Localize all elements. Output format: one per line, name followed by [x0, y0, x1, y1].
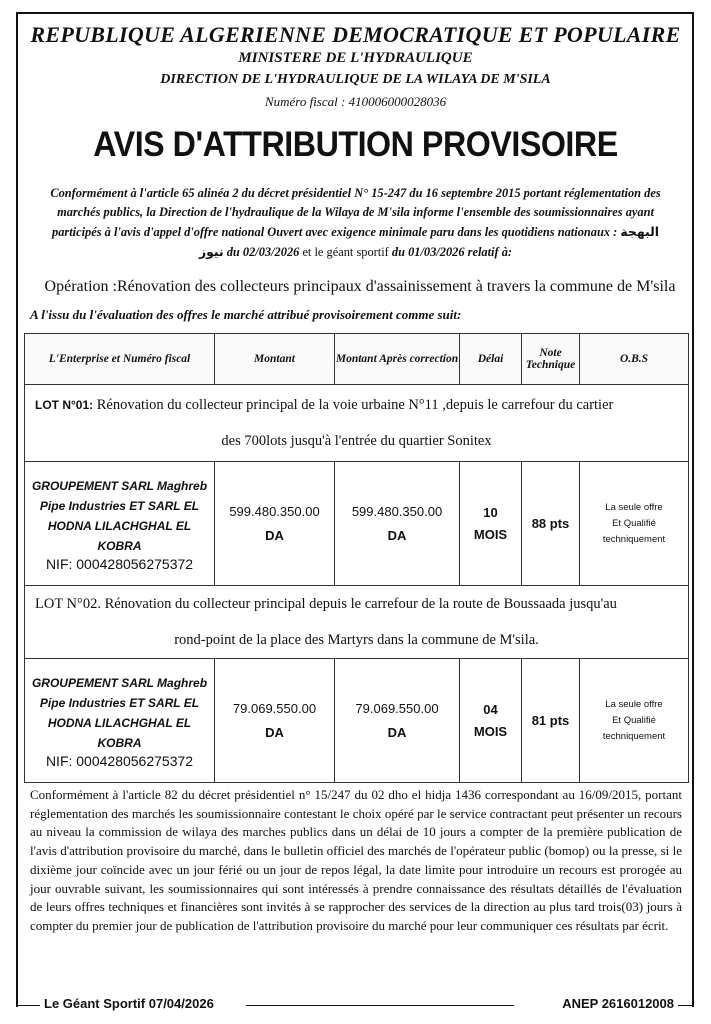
intro-paragraph [40, 184, 671, 262]
republic-heading: REPUBLIQUE ALGERIENNE DEMOCRATIQUE ET POPULAIRE [30, 22, 681, 47]
lot-label: LOT N°01: [35, 398, 94, 412]
intro-newspaper2: et le géant sportif [302, 245, 389, 259]
delai-cell [460, 462, 522, 586]
montant-corrige-value: 79.069.550.00 [355, 700, 439, 716]
note-cell: 88 pts [522, 462, 580, 586]
company-nif: NIF: 000428056275372 [45, 752, 194, 769]
table-row [25, 462, 689, 586]
delai-cell [460, 659, 522, 783]
obs-line2: Et Qualifié [612, 714, 656, 726]
company-nif: NIF: 000428056275372 [45, 555, 194, 572]
footer-rule-middle [246, 1005, 514, 1006]
lot-label: LOT N°02. [35, 596, 101, 612]
obs-line3: techniquement [602, 533, 666, 545]
delai-value: 10 [483, 504, 498, 520]
intro-text: Conformément à l'article 65 alinéa 2 du décret présidentiel N° 15-247 du 16 septembre 2015 portant réglementation des marchés publics, la Direction de l'hydraulique de la Wilaya de M'sila informe l'ensemble des soumissionnaires ayant participés à l'avis d'appel d'offre national Ouvert avec exigence minimale paru dans les quotidiens nationaux : [50, 186, 661, 239]
company-cell [25, 462, 215, 586]
montant-value: 79.069.550.00 [232, 700, 317, 716]
anep-reference: ANEP 2616012008 [562, 996, 674, 1011]
table-header-row [25, 334, 689, 385]
company-name: GROUPEMENT SARL Maghreb Pipe Industries ET SARL EL HODNA LILACHGHAL EL KOBRA [31, 675, 208, 750]
intro-date1: du 02/03/2026 [223, 245, 303, 259]
arabic-newspaper-name: البهجة نيوز [198, 224, 659, 259]
lot-description-line2: des 700lots jusqu'à l'entrée du quartier Sonitex [221, 433, 492, 449]
delai-value: 04 [483, 701, 498, 717]
legal-paragraph: Conformément à l'article 82 du décret présidentiel n° 15/247 du 02 dho el hidja 1436 correspondant au 16/09/2015, portant réglementation des marchés les soumissionnaire contestant le choix opéré par le service contractant peut présenter un recours au niveau la commission de wilaya des marches publics dans un délai de 10 jours a compter de la première publication de l'avis d'attribution provisoire du marché, dans le bulletin officiel des marchés de l'opérateur public (bomop) ou la presse, si le dixième jour coïncide avec un jour férié ou un jour de repos légal, la date limite pour introduire un recours est prorogée au jour ouvrable suivant, les soumissionnaires qui sont intéressés à prendre connaissance des résultats détaillés de l'évaluation de leurs offres techniques et financières sont invités à se rapprocher des services de la direction au plus tard trois(03) jours à compter du premier jour de publication de l'attribution provisoire du marché pour leur communiquer ces résultats par écrit. [30, 787, 682, 933]
header-delai: Délai [460, 334, 522, 385]
intro-date2: du 01/03/2026 relatif à: [388, 245, 513, 259]
company-cell [25, 659, 215, 783]
montant-corrige-value: 599.480.350.00 [351, 503, 443, 519]
montant-corrige-currency: DA [387, 527, 407, 543]
header-montant: Montant [215, 334, 335, 385]
montant-cell [215, 462, 335, 586]
table-row [25, 659, 689, 783]
footer-rule-left [16, 1005, 40, 1006]
lot-row [25, 586, 689, 659]
obs-line2: Et Qualifié [612, 517, 656, 529]
ministry-heading: MINISTERE DE L'HYDRAULIQUE [238, 50, 473, 66]
lot-description [25, 586, 689, 659]
note-cell: 81 pts [522, 659, 580, 783]
delai-unit: MOIS [473, 723, 508, 739]
attribution-table [24, 333, 689, 783]
obs-line1: La seule offre [605, 501, 663, 513]
montant-currency: DA [265, 724, 284, 740]
obs-line1: La seule offre [605, 698, 663, 710]
company-name: GROUPEMENT SARL Maghreb Pipe Industries ET SARL EL HODNA LILACHGHAL EL KOBRA [31, 478, 208, 553]
montant-currency: DA [265, 527, 284, 543]
montant-corrige-cell [335, 659, 460, 783]
footer [16, 996, 694, 1016]
header-note: Note Technique [522, 334, 580, 385]
lot-description-line2: rond-point de la place des Martyrs dans la commune de M'sila. [174, 632, 539, 648]
notice-title: AVIS D'ATTRIBUTION PROVISOIRE [93, 125, 618, 164]
direction-heading: DIRECTION DE L'HYDRAULIQUE DE LA WILAYA DE M'SILA [160, 72, 551, 87]
obs-cell [580, 659, 689, 783]
fiscal-number: Numéro fiscal : 410006000028036 [264, 94, 447, 109]
evaluation-intro: A l'issu du l'évaluation des offres le marché attribué provisoirement comme suit: [30, 307, 462, 322]
lot-description-line1: Rénovation du collecteur principal de la voie urbaine N°11 ,depuis le carrefour du cartier [96, 397, 614, 413]
footer-rule-right [678, 1005, 694, 1006]
lot-row [25, 385, 689, 462]
obs-cell [580, 462, 689, 586]
delai-unit: MOIS [473, 526, 508, 542]
montant-corrige-currency: DA [387, 724, 407, 740]
header-obs: O.B.S [580, 334, 689, 385]
header-montant-corrige: Montant Après correction [335, 334, 460, 385]
lot-description-line1: Rénovation du collecteur principal depuis le carrefour de la route de Boussaada jusqu'au [104, 596, 617, 612]
operation-title: Opération :Rénovation des collecteurs principaux d'assainissement à travers la commune de M'sila [44, 278, 676, 295]
obs-line3: techniquement [602, 730, 666, 742]
lot-description [25, 385, 689, 462]
montant-cell [215, 659, 335, 783]
montant-value: 599.480.350.00 [229, 503, 320, 519]
publication-credit: Le Géant Sportif 07/04/2026 [44, 996, 214, 1011]
header-enterprise: L'Enterprise et Numéro fiscal [25, 334, 215, 385]
montant-corrige-cell [335, 462, 460, 586]
